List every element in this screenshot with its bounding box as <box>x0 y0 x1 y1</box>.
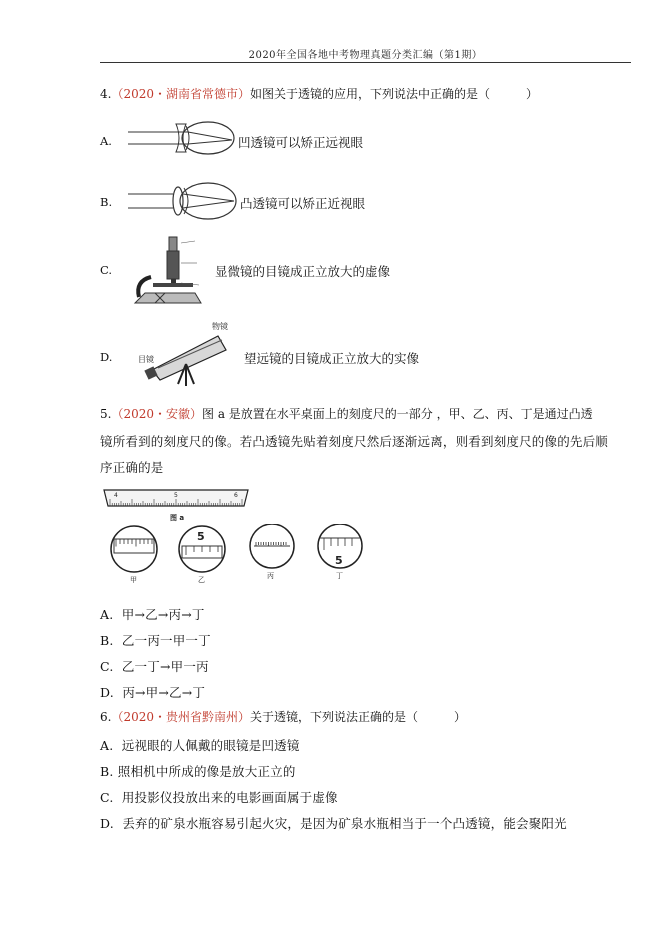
page-header: 2020年全国各地中考物理真题分类汇编（第1期） <box>248 50 483 61</box>
lens-number: 5 <box>197 530 205 543</box>
lens-label: 丁 <box>336 572 343 580</box>
lens-label: 丙 <box>267 572 274 580</box>
ruler-number: 4 <box>114 492 118 499</box>
question-number: 5. <box>100 407 112 421</box>
ruler-number: 6 <box>234 492 238 499</box>
option-b-letter: B. <box>100 195 113 209</box>
ruler-figure-a <box>102 484 250 526</box>
lens-views-figure <box>106 524 366 586</box>
header-divider <box>100 62 631 63</box>
eye-convex-lens-figure <box>128 180 240 224</box>
figure-a-label: 图 a <box>170 514 185 522</box>
eye-concave-lens-figure <box>128 120 238 162</box>
question-5-stem-line-3: 序正确的是 <box>100 460 164 475</box>
ruler-number: 5 <box>174 492 178 499</box>
q5-option-b: B. 乙一丙一甲一丁 <box>100 633 211 648</box>
telescope-figure <box>122 318 244 388</box>
option-a-text: 凹透镜可以矫正远视眼 <box>238 135 364 150</box>
option-c-text: 显微镜的目镜成正立放大的虚像 <box>215 264 391 279</box>
question-6-stem <box>100 709 466 725</box>
option-b-text: 凸透镜可以矫正近视眼 <box>240 196 366 211</box>
q5-option-a: A. 甲→乙→丙→丁 <box>100 607 205 622</box>
q6-option-b: B. 照相机中所成的像是放大正立的 <box>100 764 296 779</box>
question-number: 4. <box>100 87 112 101</box>
question-5-stem-line-1 <box>100 406 593 422</box>
question-number: 6. <box>100 710 112 724</box>
lens-label: 甲 <box>130 576 137 584</box>
option-c-letter: C. <box>100 263 113 277</box>
objective-label: 物镜 <box>212 322 228 331</box>
q5-option-c: C. 乙一丁→甲一丙 <box>100 659 209 674</box>
question-4-stem <box>100 86 538 102</box>
microscope-figure <box>125 233 215 308</box>
q6-option-d: D. 丢弃的矿泉水瓶容易引起火灾，是因为矿泉水瓶相当于一个凸透镜，能会聚阳光 <box>100 816 567 831</box>
question-source: （2020・安徽） <box>111 407 202 421</box>
lens-view-jia <box>111 526 157 584</box>
option-d-letter: D. <box>100 350 113 364</box>
question-text: 关于透镜，下列说法正确的是（ ） <box>250 710 467 724</box>
question-5-stem-line-2: 镜所看到的刻度尺的像。若凸透镜先贴着刻度尺然后逐渐远离，则看到刻度尺的像的先后顺 <box>100 434 609 449</box>
lens-view-yi <box>179 526 225 584</box>
q6-option-a: A. 远视眼的人佩戴的眼镜是凹透镜 <box>100 738 300 753</box>
eyepiece-label: 目镜 <box>138 355 154 364</box>
question-source: （2020・湖南省常德市） <box>111 87 250 101</box>
option-a-letter: A. <box>100 134 112 148</box>
question-text: 图 a 是放置在水平桌面上的刻度尺的一部分 ，甲、乙、丙、丁是通过凸透 <box>202 407 593 421</box>
lens-number: 5 <box>335 554 343 567</box>
lens-view-ding <box>318 524 362 580</box>
q6-option-c: C. 用投影仪投放出来的电影画面属于虚像 <box>100 790 338 805</box>
q5-option-d: D. 丙→甲→乙→丁 <box>100 685 206 700</box>
question-text: 如图关于透镜的应用，下列说法中正确的是（ ） <box>250 87 539 101</box>
option-d-text: 望远镜的目镜成正立放大的实像 <box>244 351 420 366</box>
lens-label: 乙 <box>198 576 205 584</box>
lens-view-bing <box>250 524 294 580</box>
question-source: （2020・贵州省黔南州） <box>111 710 250 724</box>
